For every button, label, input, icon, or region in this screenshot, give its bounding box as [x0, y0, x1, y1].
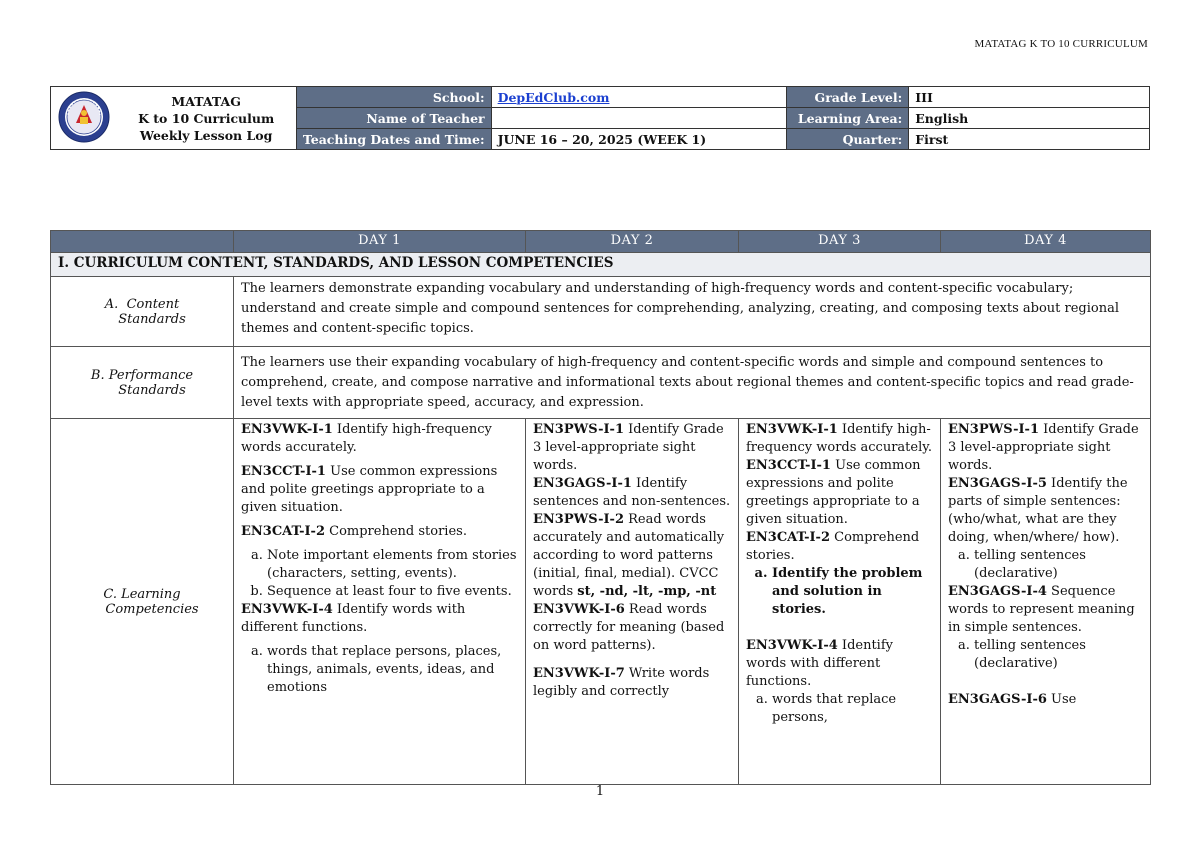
day-3-competencies: EN3VWK-I-1 Identify high-frequency words accurately. EN3CCT-I-1 Use common expressions and polite greetings appropriate to a given situation. EN3CAT-I-2 Comprehend stories. a. Identify the problem and solution in stories. EN3VWK-I-4 Identify words with different functions. a. words that replace persons,: [739, 419, 941, 785]
lesson-plan-table: [50, 230, 1151, 785]
title-line-2: K to 10 Curriculum: [138, 110, 275, 126]
corner-header-cell: [51, 231, 234, 253]
page-number: 1: [595, 784, 605, 799]
deped-seal-logo: [51, 87, 117, 150]
day-1-header: DAY 1: [234, 231, 526, 253]
list-item: a. Note important elements from stories (characters, setting, events).: [267, 547, 518, 583]
list-item: a. telling sentences (declarative): [974, 547, 1143, 583]
dates-label: Teaching Dates and Time:: [296, 129, 491, 150]
page-header: MATATAG K TO 10 CURRICULUM: [974, 38, 1148, 50]
lesson-log-title: [116, 87, 296, 150]
day-2-competencies: EN3PWS-I-1 Identify Grade 3 level-appropriate sight words. EN3GAGS-I-1 Identify sentences and non-sentences. EN3PWS-I-2 Read words accurately and automatically according to word patterns (initial, final, medial). CVCC words st, -nd, -lt, -mp, -nt EN3VWK-I-6 Read words correctly for meaning (based on word patterns). EN3VWK-I-7 Write words legibly and correctly: [526, 419, 739, 785]
list-item: b. Sequence at least four to five events.: [267, 583, 518, 601]
day-4-header: DAY 4: [941, 231, 1151, 253]
content-standards-text: The learners demonstrate expanding vocabulary and understanding of high-frequency words and content-specific vocabulary; understand and create simple and compound sentences for comprehending, analyzing, creating, and composing texts about regional themes and content-specific topics.: [234, 277, 1151, 347]
section-title: I. CURRICULUM CONTENT, STANDARDS, AND LESSON COMPETENCIES: [51, 253, 1151, 277]
list-item: a. telling sentences (declarative): [974, 637, 1143, 673]
day-4-competencies: EN3PWS-I-1 Identify Grade 3 level-appropriate sight words. EN3GAGS-I-5 Identify the parts of simple sentences: (who/what, what are they doing, when/where/ how). a. telling sentences (declarative) EN3GAGS-I-4 Sequence words to represent meaning in simple sentences. a. telling sentences (declarative) EN3GAGS-I-6 Use: [941, 419, 1151, 785]
day-3-header: DAY 3: [739, 231, 941, 253]
teacher-value: [491, 108, 787, 129]
learning-area-label: Learning Area:: [787, 108, 909, 129]
learning-area-value: English: [909, 108, 1150, 129]
grade-level-label: Grade Level:: [787, 87, 909, 108]
deped-seal-icon: [58, 91, 110, 143]
title-line-3: Weekly Lesson Log: [139, 127, 273, 143]
teacher-label: Name of Teacher: [296, 108, 491, 129]
school-value: [491, 87, 787, 108]
list-item: a. words that replace persons,: [772, 691, 933, 727]
list-item: a. Identify the problem and solution in stories.: [772, 565, 933, 619]
day-1-competencies: EN3VWK-I-1 Identify high-frequency words accurately. EN3CCT-I-1 Use common expressions and polite greetings appropriate to a given situation. EN3CAT-I-2 Comprehend stories. a. Note important elements from stories (characters, setting, events). b. Sequence at least four to five events. EN3VWK-I-4 Identify words with different functions. a. words that replace persons, places, things, animals, events, ideas, and emotions: [234, 419, 526, 785]
performance-standards-text: The learners use their expanding vocabulary of high-frequency and content-specific words and simple and compound sentences to comprehend, create, and compose narrative and informational texts about regional themes and content-specific topics and read grade-level texts with appropriate speed, accuracy, and expression.: [234, 347, 1151, 419]
title-line-1: MATATAG: [171, 93, 241, 109]
list-item: a. words that replace persons, places, things, animals, events, ideas, and emotions: [267, 643, 518, 697]
learning-competencies-label: C. Learning Competencies: [51, 419, 234, 785]
dates-value: JUNE 16 – 20, 2025 (WEEK 1): [491, 129, 787, 150]
grade-level-value: III: [909, 87, 1150, 108]
performance-standards-label: B. Performance Standards: [51, 347, 234, 419]
content-standards-label: A. Content Standards: [51, 277, 234, 347]
quarter-value: First: [909, 129, 1150, 150]
lesson-log-header-table: [50, 86, 1150, 150]
day-2-header: DAY 2: [526, 231, 739, 253]
school-label: School:: [296, 87, 491, 108]
school-link[interactable]: DepEdClub.com: [497, 89, 610, 105]
quarter-label: Quarter:: [787, 129, 909, 150]
